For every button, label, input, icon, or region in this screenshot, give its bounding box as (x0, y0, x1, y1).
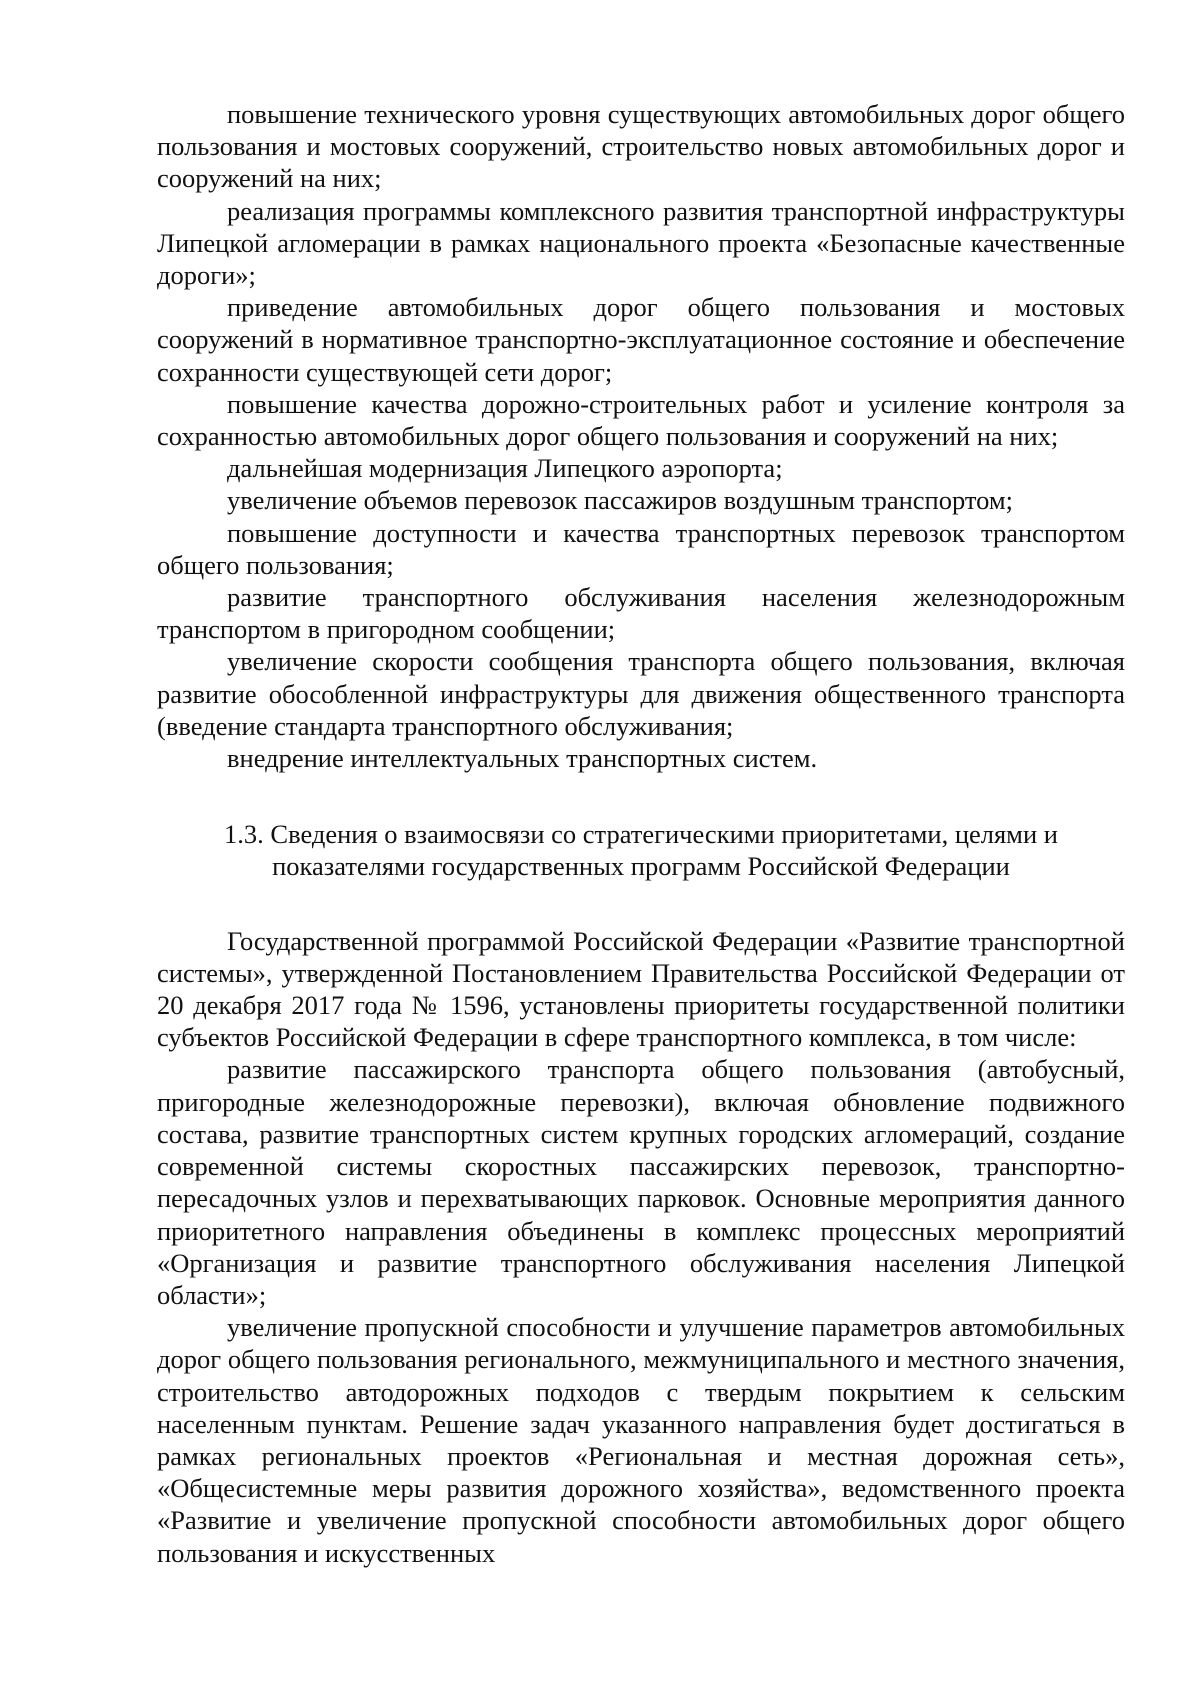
list-item: дальнейшая модернизация Липецкого аэропорта; (227, 453, 783, 484)
list-item: реализация программы комплексного развития транспортной инфраструктуры Липецкой агломерации в рамках национального проекта «Безопасные качественные дороги»; (157, 195, 1125, 291)
list-item: увеличение объемов перевозок пассажиров воздушным транспортом; (227, 485, 1013, 516)
section-heading: 1.3. Сведения о взаимосвязи со стратегическими приоритетами, целями и показателями государственных программ Российской Федерации (224, 819, 1058, 882)
body-paragraph: Государственной программой Российской Федерации «Развитие транспортной системы», утвержденной Постановлением Правительства Российской Федерации от 20 декабря 2017 года № 1596, установлены приоритеты государственной политики субъектов Российской Федерации в сфере транспортного комплекса, в том числе: (157, 925, 1125, 1053)
list-item: повышение качества дорожно-строительных работ и усиление контроля за сохранностью автомобильных дорог общего пользования и сооружений на них; (157, 388, 1125, 452)
body-paragraph: развитие пассажирского транспорта общего пользования (автобусный, пригородные железнодорожные перевозки), включая обновление подвижного состава, развитие транспортных систем крупных городских агломераций, создание современной системы скоростных пассажирских перевозок, транспортно-пересадочных узлов и перехватывающих парковок. Основные мероприятия данного приоритетного направления объединены в комплекс процессных мероприятий «Организация и развитие транспортного обслуживания населения Липецкой области»; (157, 1054, 1125, 1310)
body-paragraph: увеличение пропускной способности и улучшение параметров автомобильных дорог общего пользования регионального, межмуниципального и местного значения, строительство автодорожных подходов с твердым покрытием к сельским населенным пунктам. Решение задач указанного направления будет достигаться в рамках региональных проектов «Региональная и местная дорожная сеть», «Общесистемные меры развития дорожного хозяйства», ведомственного проекта «Развитие и увеличение пропускной способности автомобильных дорог общего пользования и искусственных (157, 1312, 1125, 1568)
list-item: увеличение скорости сообщения транспорта общего пользования, включая развитие обособленной инфраструктуры для движения общественного транспорта (введение стандарта транспортного обслуживания; (157, 646, 1125, 741)
list-item: повышение доступности и качества транспортных перевозок транспортом общего пользования; (157, 517, 1125, 580)
list-item: приведение автомобильных дорог общего пользования и мостовых сооружений в нормативное транспортно-эксплуатационное состояние и обеспечение сохранности существующей сети дорог; (157, 292, 1125, 387)
list-item: развитие транспортного обслуживания населения железнодорожным транспортом в пригородном сообщении; (157, 582, 1125, 645)
document-body (157, 98, 1125, 1569)
list-item: повышение технического уровня существующих автомобильных дорог общего пользования и мостовых сооружений, строительство новых автомобильных дорог и сооружений на них; (157, 99, 1125, 194)
list-item: внедрение интеллектуальных транспортных систем. (227, 743, 818, 774)
